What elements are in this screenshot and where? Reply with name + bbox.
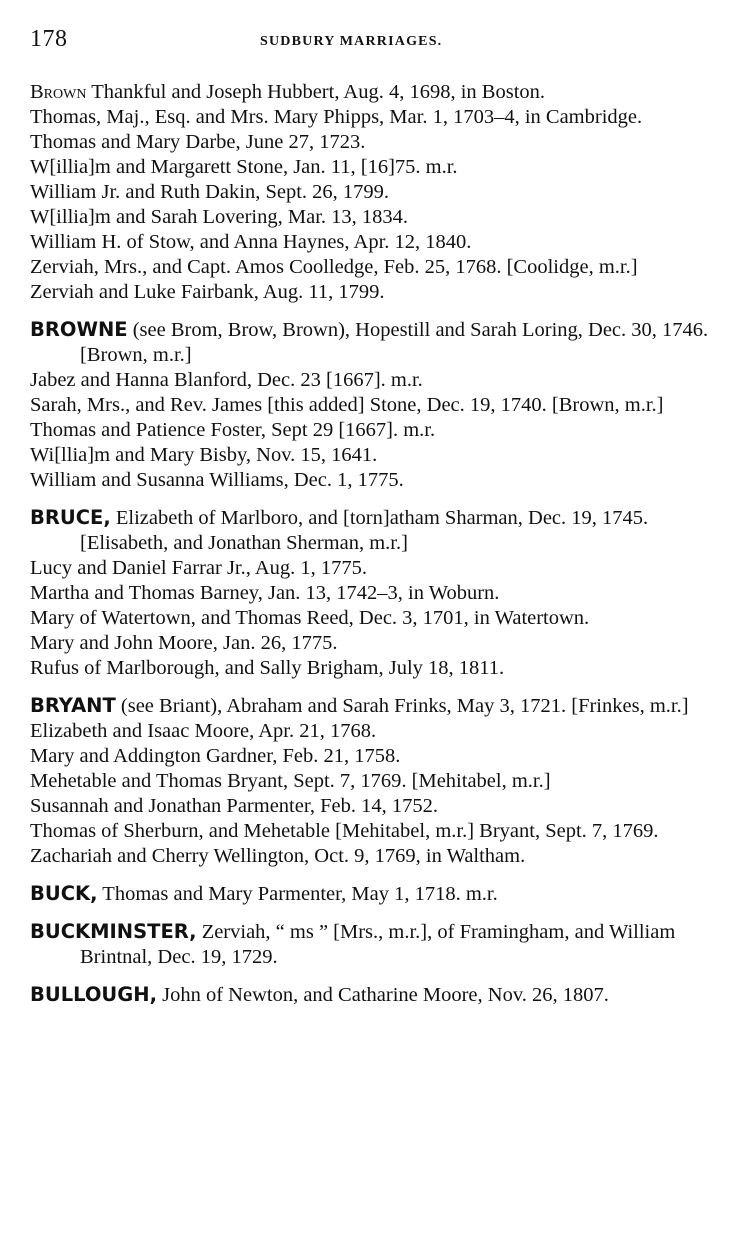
entry-text: William Jr. and Ruth Dakin, Sept. 26, 1799. <box>30 181 390 203</box>
marriage-entry <box>30 230 736 255</box>
marriage-entry <box>30 205 736 230</box>
entry-text: Thomas and Patience Foster, Sept 29 [1667]. m.r. <box>30 419 436 441</box>
surname-heading: BULLOUGH, <box>30 983 157 1006</box>
surname-block <box>30 80 736 305</box>
surname-heading: BRUCE, <box>30 506 111 529</box>
surname-heading: BUCK, <box>30 882 98 905</box>
surname-block <box>30 693 736 869</box>
marriage-entry <box>30 255 736 280</box>
page-number: 178 <box>30 26 68 52</box>
entry-text: Lucy and Daniel Farrar Jr., Aug. 1, 1775. <box>30 557 368 579</box>
marriage-entry <box>30 982 736 1008</box>
entry-text: W[illia]m and Margarett Stone, Jan. 11, [16]75. m.r. <box>30 156 458 178</box>
entry-text: Wi[llia]m and Mary Bisby, Nov. 15, 1641. <box>30 444 378 466</box>
running-title: SUDBURY MARRIAGES. <box>260 34 443 49</box>
marriage-entry <box>30 130 736 155</box>
marriage-entry <box>30 368 736 393</box>
entry-text: Thomas and Mary Parmenter, May 1, 1718. m.r. <box>102 883 498 905</box>
marriage-entry <box>30 443 736 468</box>
surname-block <box>30 317 736 493</box>
marriage-entry <box>30 105 736 130</box>
entry-text: Mary of Watertown, and Thomas Reed, Dec. 3, 1701, in Watertown. <box>30 607 590 629</box>
entry-text: Zachariah and Cherry Wellington, Oct. 9, 1769, in Waltham. <box>30 845 526 867</box>
marriage-entry <box>30 656 736 681</box>
entry-text: William and Susanna Williams, Dec. 1, 1775. <box>30 469 404 491</box>
marriage-entry <box>30 581 736 606</box>
marriage-entry <box>30 794 736 819</box>
marriage-entry <box>30 744 736 769</box>
entry-text: Jabez and Hanna Blanford, Dec. 23 [1667]. m.r. <box>30 369 423 391</box>
marriage-entry <box>30 468 736 493</box>
page-header <box>30 26 732 54</box>
entry-text: John of Newton, and Catharine Moore, Nov. 26, 1807. <box>162 984 609 1006</box>
marriage-entry <box>30 393 736 418</box>
entry-text: Rufus of Marlborough, and Sally Brigham, July 18, 1811. <box>30 657 505 679</box>
entry-text: Mary and Addington Gardner, Feb. 21, 1758. <box>30 745 401 767</box>
entry-text: Sarah, Mrs., and Rev. James [this added] Stone, Dec. 19, 1740. [Brown, m.r.] <box>30 394 664 416</box>
entry-text: Thankful and Joseph Hubbert, Aug. 4, 1698, in Boston. <box>91 81 546 103</box>
marriage-entry <box>30 155 736 180</box>
entry-text: William H. of Stow, and Anna Haynes, Apr. 12, 1840. <box>30 231 472 253</box>
marriage-entries <box>30 80 736 1008</box>
marriage-entry <box>30 317 736 368</box>
marriage-entry <box>30 556 736 581</box>
marriage-entry <box>30 280 736 305</box>
entry-text: Mary and John Moore, Jan. 26, 1775. <box>30 632 338 654</box>
marriage-entry <box>30 719 736 744</box>
marriage-entry <box>30 180 736 205</box>
marriage-entry <box>30 631 736 656</box>
surname-heading: BUCKMINSTER, <box>30 920 197 943</box>
entry-text: Zerviah and Luke Fairbank, Aug. 11, 1799. <box>30 281 385 303</box>
entry-text: Elizabeth and Isaac Moore, Apr. 21, 1768. <box>30 720 377 742</box>
entry-text: Thomas and Mary Darbe, June 27, 1723. <box>30 131 366 153</box>
entry-text: Thomas of Sherburn, and Mehetable [Mehitabel, m.r.] Bryant, Sept. 7, 1769. <box>30 820 659 842</box>
entry-text: Martha and Thomas Barney, Jan. 13, 1742–3, in Woburn. <box>30 582 500 604</box>
entry-text: Thomas, Maj., Esq. and Mrs. Mary Phipps, Mar. 1, 1703–4, in Cambridge. <box>30 106 643 128</box>
surname-block <box>30 919 736 970</box>
marriage-entry <box>30 693 736 719</box>
entry-text: (see Brom, Brow, Brown), Hopestill and Sarah Loring, Dec. 30, 1746. [Brown, m.r.] <box>80 319 709 366</box>
marriage-entry <box>30 819 736 844</box>
surname-heading: BROWNE <box>30 318 128 341</box>
surname-block <box>30 982 736 1008</box>
entry-text: Susannah and Jonathan Parmenter, Feb. 14, 1752. <box>30 795 438 817</box>
marriage-entry <box>30 505 736 556</box>
entry-text: Mehetable and Thomas Bryant, Sept. 7, 1769. [Mehitabel, m.r.] <box>30 770 551 792</box>
entry-text: Elizabeth of Marlboro, and [torn]atham Sharman, Dec. 19, 1745. [Elisabeth, and Jonathan Sherman, m.r.] <box>80 507 649 554</box>
surname-heading: BRYANT <box>30 694 116 717</box>
surname-block <box>30 505 736 681</box>
marriage-entry <box>30 844 736 869</box>
marriage-entry <box>30 418 736 443</box>
entry-text: W[illia]m and Sarah Lovering, Mar. 13, 1834. <box>30 206 409 228</box>
marriage-entry <box>30 606 736 631</box>
marriage-entry <box>30 919 736 970</box>
marriage-entry <box>30 881 736 907</box>
surname-block <box>30 881 736 907</box>
entry-text: Zerviah, Mrs., and Capt. Amos Coolledge, Feb. 25, 1768. [Coolidge, m.r.] <box>30 256 638 278</box>
entry-text: Zerviah, “ ms ” [Mrs., m.r.], of Framingham, and William Brintnal, Dec. 19, 1729. <box>80 921 676 968</box>
surname-heading: Brown <box>30 81 87 103</box>
entry-text: (see Briant), Abraham and Sarah Frinks, May 3, 1721. [Frinkes, m.r.] <box>120 695 689 717</box>
marriage-entry <box>30 80 736 105</box>
marriage-entry <box>30 769 736 794</box>
